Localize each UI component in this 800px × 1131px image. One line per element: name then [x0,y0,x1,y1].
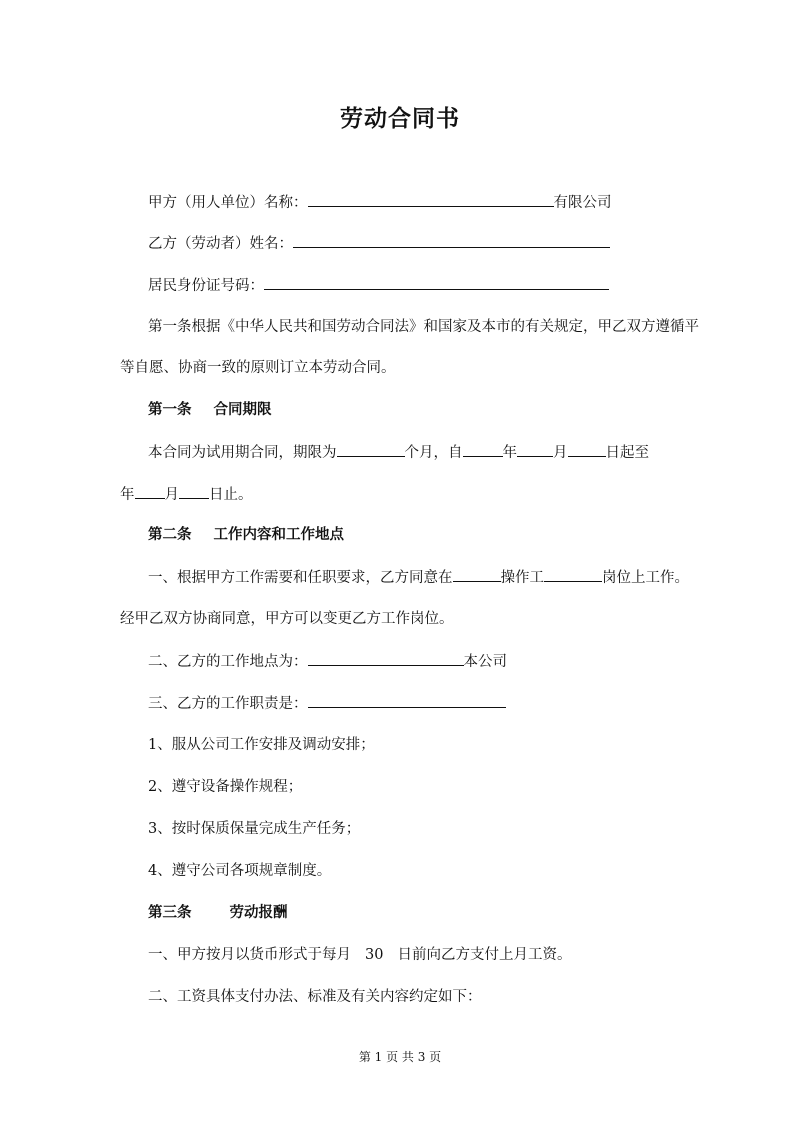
pay-text-c: 日前向乙方支付上月工资。 [397,947,572,963]
end-text-a: 年 [120,487,135,503]
term-months-blank[interactable] [337,442,405,457]
duty-item-3: 3、按时保质保量完成生产任务； [148,821,361,837]
position-blank[interactable] [544,567,602,582]
location-label: 二、乙方的工作地点为： [148,654,308,670]
job-text-c: 岗位上工作。 [602,570,689,586]
intro-line-1: 第一条根据《中华人民共和国劳动合同法》和国家及本市的有关规定，甲乙双方遵循平 [148,319,699,335]
id-number-label: 居民身份证号码： [148,278,264,294]
article-2-paragraph-3 [148,651,507,672]
article-2-number: 第二条 [148,526,192,543]
party-b-name-blank[interactable] [293,233,610,248]
article-2-paragraph-4 [148,693,506,714]
duty-item-1: 1、服从公司工作安排及调动安排； [148,737,375,753]
page-footer: 第 1 页 共 3 页 [358,1050,442,1064]
party-a-line [148,192,612,213]
start-year-blank[interactable] [463,442,503,457]
article-2-paragraph-1 [148,567,689,588]
start-month-blank[interactable] [517,442,553,457]
party-a-suffix: 有限公司 [553,195,612,211]
pay-text-a: 一、甲方按月以货币形式于每月 [148,947,351,963]
job-text-a: 一、根据甲方工作需要和任职要求，乙方同意在 [148,570,453,586]
duties-blank[interactable] [308,693,506,708]
pay-day: 30 [365,947,384,963]
article-1-title: 合同期限 [213,401,272,418]
duties-label: 三、乙方的工作职责是： [148,696,308,712]
term-text-a: 本合同为试用期合同，期限为 [148,445,337,461]
article-3-title: 劳动报酬 [229,904,288,921]
article-3-paragraph-2: 二、工资具体支付办法、标准及有关内容约定如下： [148,989,482,1005]
term-text-b: 个月，自 [404,445,463,461]
start-day-blank[interactable] [568,442,606,457]
party-b-line [148,233,610,254]
party-a-name-blank[interactable] [308,192,554,207]
term-text-c: 年 [502,445,517,461]
duty-item-2: 2、遵守设备操作规程； [148,779,303,795]
document-title: 劳动合同书 [340,105,460,132]
end-text-b: 月 [164,487,179,503]
party-a-label: 甲方（用人单位）名称： [148,195,308,211]
article-3-paragraph-1 [148,945,571,965]
article-1-heading [148,400,272,420]
work-location-blank[interactable] [308,651,464,666]
id-number-line [148,275,609,296]
intro-line-2: 等自愿、协商一致的原则订立本劳动合同。 [120,360,396,376]
article-2-title: 工作内容和工作地点 [213,526,344,543]
duty-item-4: 4、遵守公司各项规章制度。 [148,863,332,879]
term-text-e: 日起至 [605,445,649,461]
article-3-heading [148,903,288,923]
end-year-blank[interactable] [135,484,165,499]
job-text-b: 操作工 [500,570,544,586]
department-blank[interactable] [453,567,501,582]
article-1-paragraph-2 [120,484,253,505]
article-2-heading [148,525,344,545]
article-1-number: 第一条 [148,401,192,418]
party-b-label: 乙方（劳动者）姓名： [148,236,293,252]
end-text-c: 日止。 [209,487,253,503]
id-number-blank[interactable] [264,275,609,290]
term-text-d: 月 [553,445,568,461]
end-month-blank[interactable] [179,484,209,499]
article-3-number: 第三条 [148,904,192,921]
article-1-paragraph-1 [148,442,649,463]
article-2-paragraph-2: 经甲乙双方协商同意，甲方可以变更乙方工作岗位。 [120,611,454,627]
location-suffix: 本公司 [463,654,507,670]
